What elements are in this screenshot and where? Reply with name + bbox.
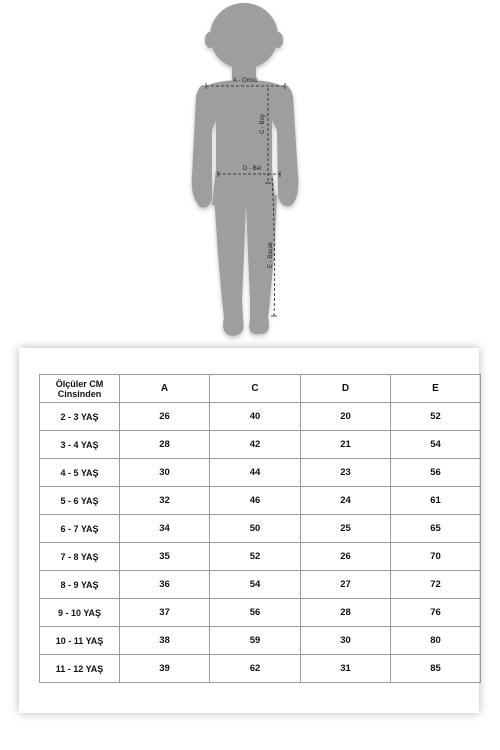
length-label: C - Boy [260,113,266,134]
age-cell: 6 - 7 YAŞ [40,515,120,543]
measure-cell: 20 [301,403,391,431]
table-header-row [40,375,481,403]
measure-cell: 54 [210,571,301,599]
measure-cell: 50 [210,515,301,543]
measure-cell: 72 [391,571,481,599]
measure-cell: 28 [301,599,391,627]
waist-label: D - Bel [243,166,262,172]
age-cell: 8 - 9 YAŞ [40,571,120,599]
measure-cell: 39 [120,655,210,683]
age-cell: 7 - 8 YAŞ [40,543,120,571]
measure-cell: 21 [301,431,391,459]
measure-cell: 24 [301,487,391,515]
measure-cell: 40 [210,403,301,431]
measure-cell: 26 [120,403,210,431]
table-row [40,655,481,683]
measure-cell: 65 [391,515,481,543]
column-header-c: C [210,375,301,403]
size-chart-card [19,348,479,713]
measure-cell: 26 [301,543,391,571]
table-corner-cell [40,375,120,403]
table-row [40,599,481,627]
table-row [40,431,481,459]
measure-cell: 32 [120,487,210,515]
measure-cell: 61 [391,487,481,515]
measure-cell: 30 [120,459,210,487]
measure-cell: 56 [391,459,481,487]
table-row [40,627,481,655]
measure-cell: 70 [391,543,481,571]
age-cell: 3 - 4 YAŞ [40,431,120,459]
measure-cell: 34 [120,515,210,543]
measure-cell: 80 [391,627,481,655]
child-measurement-figure [0,0,500,345]
measure-cell: 27 [301,571,391,599]
measure-cell: 54 [391,431,481,459]
measure-cell: 30 [301,627,391,655]
measure-cell: 52 [210,543,301,571]
column-header-d: D [301,375,391,403]
measure-cell: 42 [210,431,301,459]
age-cell: 5 - 6 YAŞ [40,487,120,515]
measure-cell: 76 [391,599,481,627]
table-row [40,459,481,487]
measure-cell: 44 [210,459,301,487]
measure-cell: 23 [301,459,391,487]
leg-label: E - Bacak [268,241,274,268]
corner-line-1: Ölçüler CM [55,378,104,389]
measure-cell: 28 [120,431,210,459]
table-row [40,487,481,515]
measure-cell: 62 [210,655,301,683]
measure-cell: 85 [391,655,481,683]
table-body [40,403,481,683]
age-cell: 2 - 3 YAŞ [40,403,120,431]
measure-cell: 31 [301,655,391,683]
column-header-e: E [391,375,481,403]
measure-cell: 46 [210,487,301,515]
measure-cell: 35 [120,543,210,571]
measure-cell: 25 [301,515,391,543]
measure-cell: 59 [210,627,301,655]
age-cell: 4 - 5 YAŞ [40,459,120,487]
shoulder-label: A - Omuz [233,78,259,84]
table-row [40,515,481,543]
size-table [39,374,481,683]
measure-cell: 56 [210,599,301,627]
measure-cell: 38 [120,627,210,655]
table-row [40,543,481,571]
measure-cell: 52 [391,403,481,431]
column-header-a: A [120,375,210,403]
age-cell: 10 - 11 YAŞ [40,627,120,655]
measure-cell: 36 [120,571,210,599]
table-row [40,571,481,599]
age-cell: 9 - 10 YAŞ [40,599,120,627]
measure-cell: 37 [120,599,210,627]
corner-line-2: Cinsinden [57,388,102,399]
age-cell: 11 - 12 YAŞ [40,655,120,683]
child-silhouette-icon [0,0,500,345]
table-row [40,403,481,431]
